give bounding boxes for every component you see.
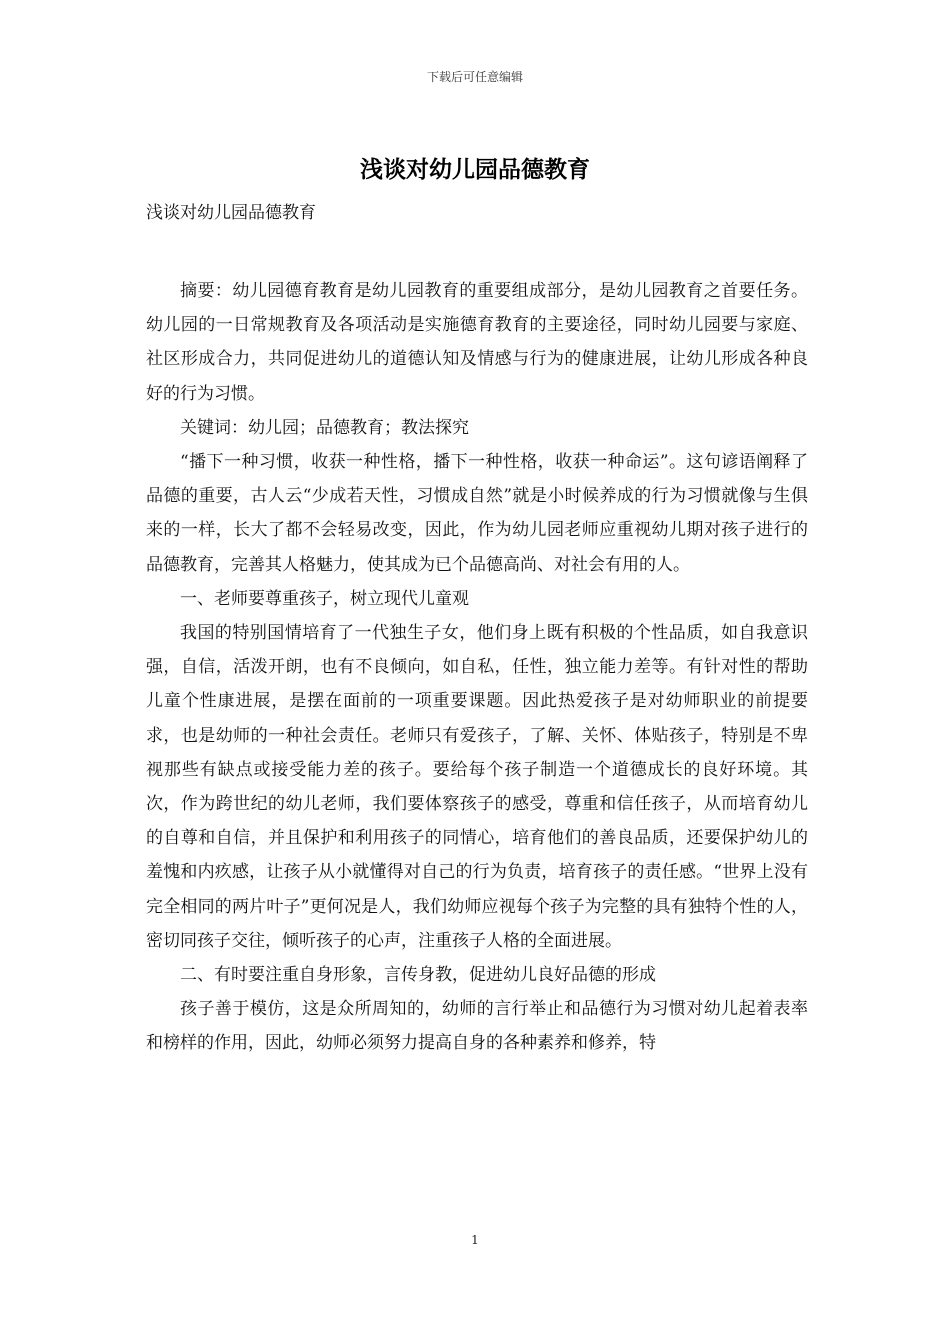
abstract-paragraph: 摘要：幼儿园德育教育是幼儿园教育的重要组成部分，是幼儿园教育之首要任务。幼儿园的一日常规教育及各项活动是实施德育教育的主要途径，同时幼儿园要与家庭、社区形成合力，共同促进幼儿的道德认知及情感与行为的健康进展，让幼儿形成各种良好的行为习惯。 <box>146 281 808 404</box>
document-title: 浅谈对幼儿园品德教育 <box>360 157 590 183</box>
body-paragraph: “播下一种习惯，收获一种性格，播下一种性格，收获一种命运”。这句谚语阐释了品德的重要，古人云“少成若天性，习惯成自然”就是小时候养成的行为习惯就像与生俱来的一样，长大了都不会轻易改变，因此，作为幼儿园老师应重视幼儿期对孩子进行的品德教育，完善其人格魅力，使其成为已个品德高尚、对社会有用的人。 <box>146 452 808 575</box>
page-number: 1 <box>471 1233 479 1247</box>
body-paragraph: 孩子善于模仿，这是众所周知的，幼师的言行举止和品德行为习惯对幼儿起着表率和榜样的作用，因此，幼师必须努力提高自身的各种素养和修养，特 <box>146 999 808 1054</box>
document-subtitle: 浅谈对幼儿园品德教育 <box>146 203 316 223</box>
body-paragraph: 我国的特别国情培育了一代独生子女，他们身上既有积极的个性品质，如自我意识强，自信，活泼开朗，也有不良倾向，如自私，任性，独立能力差等。有针对性的帮助儿童个性康进展，是摆在面前的一项重要课题。因此热爱孩子是对幼师职业的前提要求，也是幼师的一种社会责任。老师只有爱孩子，了解、关怀、体贴孩子，特别是不卑视那些有缺点或接受能力差的孩子。要给每个孩子制造一个道德成长的良好环境。其次，作为跨世纪的幼儿老师，我们要体察孩子的感受，尊重和信任孩子，从而培育幼儿的自尊和自信，并且保护和利用孩子的同情心，培育他们的善良品质，还要保护幼儿的羞愧和内疚感，让孩子从小就懂得对自己的行为负责，培育孩子的责任感。“世界上没有完全相同的两片叶子”更何况是人，我们幼师应视每个孩子为完整的具有独特个性的人，密切同孩子交往，倾听孩子的心声，注重孩子人格的全面进展。 <box>146 623 808 951</box>
page-header-note: 下载后可任意编辑 <box>426 70 523 84</box>
section-heading: 一、老师要尊重孩子，树立现代儿童观 <box>180 588 469 609</box>
keywords-paragraph: 关键词：幼儿园；品德教育；教法探究 <box>180 417 469 438</box>
document-body <box>146 274 808 1061</box>
section-heading: 二、有时要注重自身形象，言传身教，促进幼儿良好品德的形成 <box>180 965 656 986</box>
